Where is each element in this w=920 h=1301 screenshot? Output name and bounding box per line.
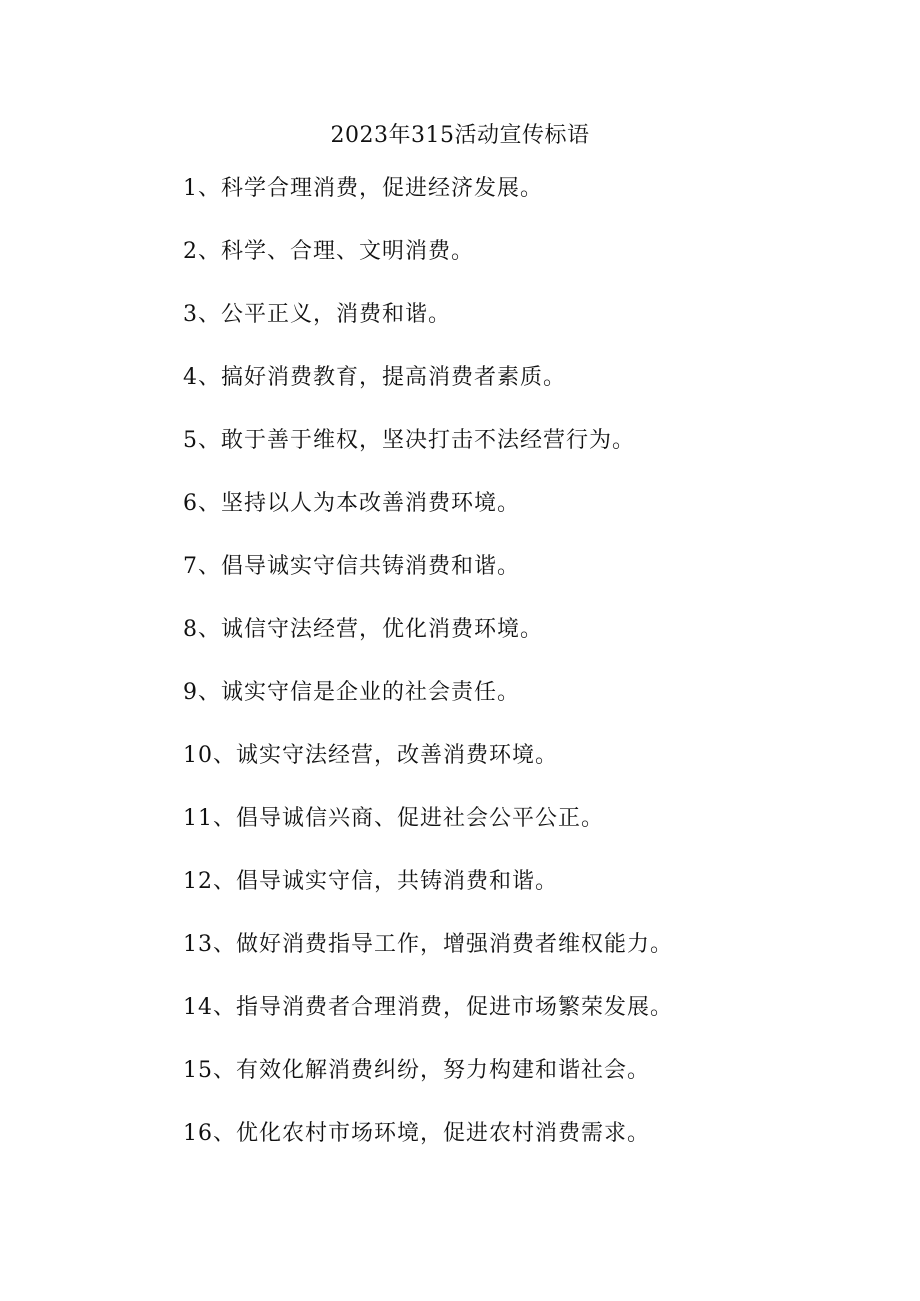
slogan-item: 1、科学合理消费，促进经济发展。 <box>183 176 543 201</box>
slogan-item: 14、指导消费者合理消费，促进市场繁荣发展。 <box>183 995 673 1020</box>
slogan-item: 8、诚信守法经营，优化消费环境。 <box>183 617 543 642</box>
slogan-item: 7、倡导诚实守信共铸消费和谐。 <box>183 554 520 579</box>
slogan-item: 15、有效化解消费纠纷，努力构建和谐社会。 <box>183 1058 650 1083</box>
slogan-item: 11、倡导诚信兴商、促进社会公平公正。 <box>183 806 604 831</box>
slogan-list <box>183 173 673 1181</box>
slogan-item: 6、坚持以人为本改善消费环境。 <box>183 491 520 516</box>
slogan-item: 10、诚实守法经营，改善消费环境。 <box>183 743 558 768</box>
slogan-item: 12、倡导诚实守信，共铸消费和谐。 <box>183 869 558 894</box>
slogan-item: 3、公平正义，消费和谐。 <box>183 302 451 327</box>
document-title: 2023年315活动宣传标语 <box>330 123 590 148</box>
slogan-item: 16、优化农村市场环境，促进农村消费需求。 <box>183 1121 650 1146</box>
slogan-item: 4、搞好消费教育，提高消费者素质。 <box>183 365 566 390</box>
slogan-item: 2、科学、合理、文明消费。 <box>183 239 474 264</box>
slogan-item: 13、做好消费指导工作，增强消费者维权能力。 <box>183 932 673 957</box>
slogan-item: 5、敢于善于维权，坚决打击不法经营行为。 <box>183 428 635 453</box>
slogan-item: 9、诚实守信是企业的社会责任。 <box>183 680 520 705</box>
